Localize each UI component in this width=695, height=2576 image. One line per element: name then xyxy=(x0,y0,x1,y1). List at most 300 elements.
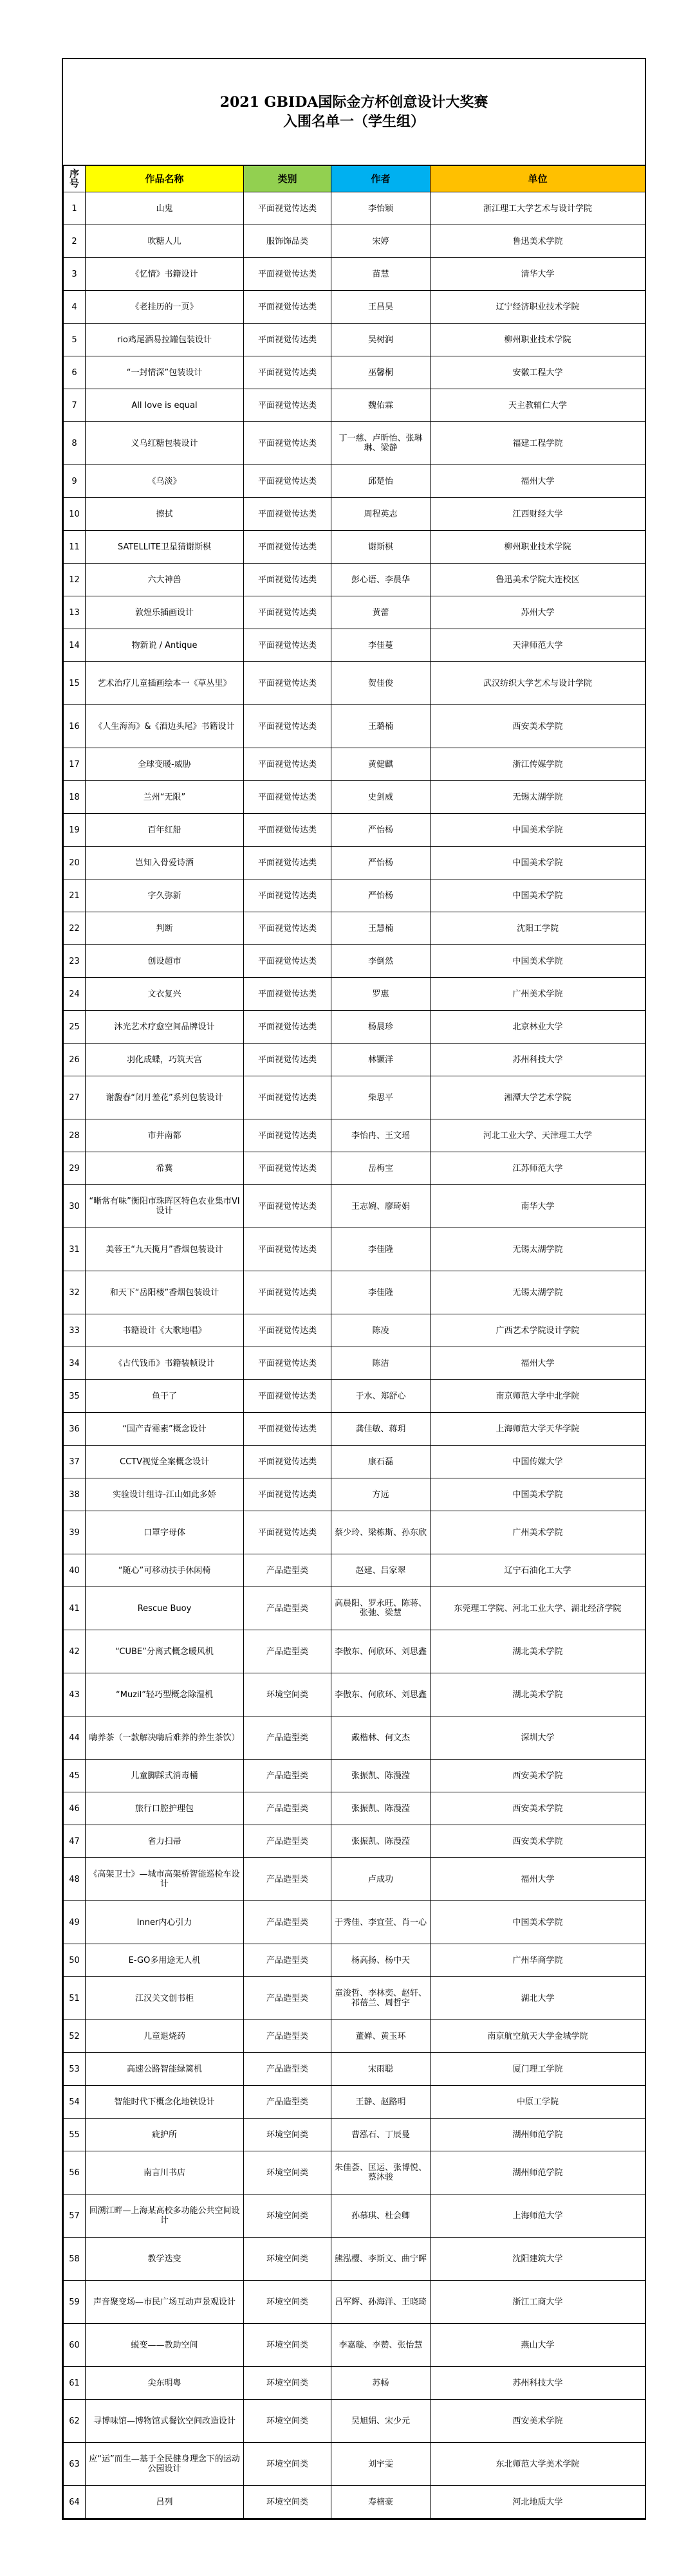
cell-author: 魏佑霖 xyxy=(331,389,431,422)
cell-number: 23 xyxy=(64,945,86,978)
table-row xyxy=(64,422,645,465)
cell-category: 平面视觉传达类 xyxy=(244,705,331,748)
table-row xyxy=(64,1760,645,1792)
cell-work-name: 蜕变——教助空间 xyxy=(86,2324,244,2367)
cell-work-name: 《高架卫士》—城市高架桥智能巡检车设计 xyxy=(86,1858,244,1901)
cell-author: 吴旭娟、宋少元 xyxy=(331,2400,431,2443)
table-row xyxy=(64,629,645,662)
cell-number: 52 xyxy=(64,2020,86,2053)
table-row xyxy=(64,1825,645,1858)
cell-work-name: 希冀 xyxy=(86,1152,244,1185)
cell-work-name: SATELLITE卫星猜谢斯棋 xyxy=(86,531,244,564)
cell-author: 李怡颖 xyxy=(331,192,431,225)
cell-work-name: 擦拭 xyxy=(86,498,244,531)
column-header-unit: 单位 xyxy=(431,166,645,192)
cell-number: 44 xyxy=(64,1716,86,1760)
table-row xyxy=(64,291,645,324)
cell-category: 产品造型类 xyxy=(244,1554,331,1587)
cell-work-name: “随心”可移动扶手休闲椅 xyxy=(86,1554,244,1587)
table-row xyxy=(64,225,645,258)
table-row xyxy=(64,465,645,498)
cell-unit: 深圳大学 xyxy=(431,1716,645,1760)
cell-unit: 南京航空航天大学金城学院 xyxy=(431,2020,645,2053)
cell-author: 宋雨聪 xyxy=(331,2053,431,2086)
cell-category: 平面视觉传达类 xyxy=(244,629,331,662)
cell-work-name: 吕列 xyxy=(86,2486,244,2519)
cell-number: 33 xyxy=(64,1314,86,1347)
cell-category: 产品造型类 xyxy=(244,1944,331,1977)
cell-number: 1 xyxy=(64,192,86,225)
cell-work-name: 鱼干了 xyxy=(86,1380,244,1413)
cell-unit: 中国美术学院 xyxy=(431,1478,645,1511)
cell-unit: 湖北美术学院 xyxy=(431,1673,645,1716)
table-row xyxy=(64,1228,645,1271)
cell-work-name: 口罩字母体 xyxy=(86,1511,244,1554)
cell-work-name: 《人生海海》&《酒边头尾》书籍设计 xyxy=(86,705,244,748)
table-row xyxy=(64,781,645,814)
cell-category: 平面视觉传达类 xyxy=(244,1314,331,1347)
cell-number: 60 xyxy=(64,2324,86,2367)
cell-category: 平面视觉传达类 xyxy=(244,291,331,324)
cell-author: 巫馨桐 xyxy=(331,356,431,389)
cell-author: 寿楠豪 xyxy=(331,2486,431,2519)
cell-author: 李嘉璇、李赞、张怡慧 xyxy=(331,2324,431,2367)
cell-category: 产品造型类 xyxy=(244,1716,331,1760)
cell-work-name: 岂知入骨爱诗酒 xyxy=(86,847,244,879)
cell-number: 5 xyxy=(64,324,86,356)
cell-category: 平面视觉传达类 xyxy=(244,1413,331,1446)
cell-author: 刘宇雯 xyxy=(331,2443,431,2486)
cell-author: 王璐楠 xyxy=(331,705,431,748)
cell-number: 34 xyxy=(64,1347,86,1380)
table-row xyxy=(64,1076,645,1119)
cell-work-name: 六大神兽 xyxy=(86,564,244,596)
cell-work-name: 寻博味馆—博物馆式餐饮空间改造设计 xyxy=(86,2400,244,2443)
cell-category: 平面视觉传达类 xyxy=(244,531,331,564)
cell-category: 平面视觉传达类 xyxy=(244,1271,331,1314)
cell-category: 环境空间类 xyxy=(244,2400,331,2443)
cell-category: 环境空间类 xyxy=(244,2443,331,2486)
cell-number: 10 xyxy=(64,498,86,531)
cell-work-name: 全球变暖-威胁 xyxy=(86,748,244,781)
cell-unit: 上海师范大学 xyxy=(431,2194,645,2238)
table-row xyxy=(64,1446,645,1478)
cell-number: 17 xyxy=(64,748,86,781)
cell-work-name: All love is equal xyxy=(86,389,244,422)
cell-category: 平面视觉传达类 xyxy=(244,1446,331,1478)
cell-work-name: 《乌淡》 xyxy=(86,465,244,498)
cell-unit: 沈阳建筑大学 xyxy=(431,2238,645,2281)
cell-unit: 广州美术学院 xyxy=(431,1511,645,1554)
cell-work-name: 兰州“无限” xyxy=(86,781,244,814)
table-row xyxy=(64,1858,645,1901)
cell-work-name: 教学迭变 xyxy=(86,2238,244,2281)
cell-number: 12 xyxy=(64,564,86,596)
cell-unit: 江西财经大学 xyxy=(431,498,645,531)
table-row xyxy=(64,1478,645,1511)
cell-work-name: 声音聚变场—市民广场互动声景观设计 xyxy=(86,2281,244,2324)
cell-unit: 河北地质大学 xyxy=(431,2486,645,2519)
cell-work-name: Inner内心引力 xyxy=(86,1901,244,1944)
cell-unit: 中国传媒大学 xyxy=(431,1446,645,1478)
cell-number: 4 xyxy=(64,291,86,324)
table-row xyxy=(64,1977,645,2020)
cell-category: 环境空间类 xyxy=(244,2486,331,2519)
cell-author: 柴思平 xyxy=(331,1076,431,1119)
cell-number: 43 xyxy=(64,1673,86,1716)
cell-category: 环境空间类 xyxy=(244,2238,331,2281)
cell-work-name: 江汉关文创书柜 xyxy=(86,1977,244,2020)
table-row xyxy=(64,1271,645,1314)
cell-unit: 天津师范大学 xyxy=(431,629,645,662)
cell-author: 李傲东、何欣环、刘思鑫 xyxy=(331,1673,431,1716)
cell-category: 产品造型类 xyxy=(244,1760,331,1792)
cell-author: 贺佳俊 xyxy=(331,662,431,705)
cell-number: 26 xyxy=(64,1044,86,1076)
cell-number: 61 xyxy=(64,2367,86,2400)
table-row xyxy=(64,596,645,629)
cell-number: 47 xyxy=(64,1825,86,1858)
cell-category: 环境空间类 xyxy=(244,2324,331,2367)
cell-category: 平面视觉传达类 xyxy=(244,945,331,978)
table-row xyxy=(64,258,645,291)
cell-work-name: E-GO多用途无人机 xyxy=(86,1944,244,1977)
cell-unit: 广西艺术学院设计学院 xyxy=(431,1314,645,1347)
cell-work-name: 儿童退烧药 xyxy=(86,2020,244,2053)
cell-work-name: “晰常有味”衡阳市珠晖区特色农业集市VI设计 xyxy=(86,1185,244,1228)
cell-unit: 福州大学 xyxy=(431,465,645,498)
cell-category: 平面视觉传达类 xyxy=(244,324,331,356)
table-row xyxy=(64,1152,645,1185)
cell-category: 环境空间类 xyxy=(244,2119,331,2151)
cell-work-name: 字久弥新 xyxy=(86,879,244,912)
cell-number: 2 xyxy=(64,225,86,258)
cell-category: 平面视觉传达类 xyxy=(244,1228,331,1271)
cell-author: 黄健麒 xyxy=(331,748,431,781)
cell-unit: 西安美术学院 xyxy=(431,705,645,748)
cell-author: 王慧楠 xyxy=(331,912,431,945)
table-row xyxy=(64,2053,645,2086)
cell-unit: 沈阳工学院 xyxy=(431,912,645,945)
cell-number: 27 xyxy=(64,1076,86,1119)
cell-work-name: 和天下“岳阳楼”香烟包装设计 xyxy=(86,1271,244,1314)
cell-category: 环境空间类 xyxy=(244,2194,331,2238)
cell-number: 32 xyxy=(64,1271,86,1314)
cell-author: 严怡杨 xyxy=(331,814,431,847)
cell-number: 41 xyxy=(64,1587,86,1630)
table-row xyxy=(64,1587,645,1630)
cell-unit: 上海师范大学天华学院 xyxy=(431,1413,645,1446)
cell-author: 史剑威 xyxy=(331,781,431,814)
cell-unit: 西安美术学院 xyxy=(431,1792,645,1825)
cell-category: 平面视觉传达类 xyxy=(244,422,331,465)
cell-category: 平面视觉传达类 xyxy=(244,356,331,389)
cell-work-name: 谢馥春“闭月羞花”系列包装设计 xyxy=(86,1076,244,1119)
cell-unit: 中原工学院 xyxy=(431,2086,645,2119)
cell-unit: 中国美术学院 xyxy=(431,879,645,912)
cell-work-name: 羽化成蝶，巧筑天宫 xyxy=(86,1044,244,1076)
table-row xyxy=(64,814,645,847)
cell-number: 3 xyxy=(64,258,86,291)
cell-work-name: 文衣复兴 xyxy=(86,978,244,1011)
cell-category: 产品造型类 xyxy=(244,1901,331,1944)
cell-work-name: 疵护所 xyxy=(86,2119,244,2151)
cell-author: 严怡杨 xyxy=(331,879,431,912)
table-header-row xyxy=(64,166,645,192)
table-row xyxy=(64,324,645,356)
cell-unit: 中国美术学院 xyxy=(431,945,645,978)
cell-category: 平面视觉传达类 xyxy=(244,978,331,1011)
cell-category: 平面视觉传达类 xyxy=(244,1076,331,1119)
table-row xyxy=(64,2086,645,2119)
cell-work-name: 旅行口腔护理包 xyxy=(86,1792,244,1825)
cell-unit: 清华大学 xyxy=(431,258,645,291)
cell-work-name: 沐光艺术疗愈空间品牌设计 xyxy=(86,1011,244,1044)
cell-number: 13 xyxy=(64,596,86,629)
cell-number: 36 xyxy=(64,1413,86,1446)
cell-number: 56 xyxy=(64,2151,86,2194)
cell-unit: 浙江理工大学艺术与设计学院 xyxy=(431,192,645,225)
table-row xyxy=(64,1511,645,1554)
cell-author: 赵建、吕家翠 xyxy=(331,1554,431,1587)
cell-work-name: 市井南都 xyxy=(86,1119,244,1152)
cell-work-name: 智能时代下概念化地铁设计 xyxy=(86,2086,244,2119)
cell-number: 57 xyxy=(64,2194,86,2238)
cell-category: 平面视觉传达类 xyxy=(244,879,331,912)
cell-number: 37 xyxy=(64,1446,86,1478)
cell-unit: 苏州大学 xyxy=(431,596,645,629)
title-block xyxy=(63,59,645,165)
cell-work-name: 嗨养茶（一款解决嗨后难养的养生茶饮） xyxy=(86,1716,244,1760)
cell-work-name: 义乌红糖包装设计 xyxy=(86,422,244,465)
cell-work-name: 实验设计组诗-江山如此多娇 xyxy=(86,1478,244,1511)
table-row xyxy=(64,2400,645,2443)
cell-author: 董婵、黄玉环 xyxy=(331,2020,431,2053)
cell-number: 11 xyxy=(64,531,86,564)
cell-work-name: 尖东明粤 xyxy=(86,2367,244,2400)
cell-category: 环境空间类 xyxy=(244,2281,331,2324)
cell-number: 39 xyxy=(64,1511,86,1554)
cell-work-name: 判断 xyxy=(86,912,244,945)
cell-number: 19 xyxy=(64,814,86,847)
column-header-author: 作者 xyxy=(331,166,431,192)
cell-number: 40 xyxy=(64,1554,86,1587)
table-row xyxy=(64,705,645,748)
cell-category: 平面视觉传达类 xyxy=(244,596,331,629)
cell-number: 42 xyxy=(64,1630,86,1673)
cell-number: 28 xyxy=(64,1119,86,1152)
cell-author: 卢成功 xyxy=(331,1858,431,1901)
cell-category: 产品造型类 xyxy=(244,1630,331,1673)
cell-number: 6 xyxy=(64,356,86,389)
cell-number: 64 xyxy=(64,2486,86,2519)
cell-category: 产品造型类 xyxy=(244,1858,331,1901)
cell-number: 59 xyxy=(64,2281,86,2324)
cell-category: 环境空间类 xyxy=(244,2151,331,2194)
table-row xyxy=(64,531,645,564)
table-row xyxy=(64,847,645,879)
cell-work-name: “Muzil”轻巧型概念除湿机 xyxy=(86,1673,244,1716)
cell-number: 50 xyxy=(64,1944,86,1977)
cell-number: 51 xyxy=(64,1977,86,2020)
cell-work-name: 书籍设计《大歌地唱》 xyxy=(86,1314,244,1347)
table-row xyxy=(64,2367,645,2400)
cell-unit: 无锡太湖学院 xyxy=(431,1271,645,1314)
cell-category: 环境空间类 xyxy=(244,1673,331,1716)
table-row xyxy=(64,2238,645,2281)
cell-number: 18 xyxy=(64,781,86,814)
cell-number: 54 xyxy=(64,2086,86,2119)
table-row xyxy=(64,498,645,531)
table-row xyxy=(64,945,645,978)
table-row xyxy=(64,1901,645,1944)
cell-author: 谢斯棋 xyxy=(331,531,431,564)
cell-author: 丁一慈、卢昕怡、张琳琳、梁静 xyxy=(331,422,431,465)
table-row xyxy=(64,1944,645,1977)
cell-unit: 辽宁经济职业技术学院 xyxy=(431,291,645,324)
cell-unit: 福州大学 xyxy=(431,1347,645,1380)
cell-category: 平面视觉传达类 xyxy=(244,847,331,879)
cell-work-name: 艺术治疗儿童插画绘本一《草丛里》 xyxy=(86,662,244,705)
cell-author: 于水、郑舒心 xyxy=(331,1380,431,1413)
cell-category: 平面视觉传达类 xyxy=(244,1152,331,1185)
cell-unit: 苏州科技大学 xyxy=(431,2367,645,2400)
cell-author: 吴树润 xyxy=(331,324,431,356)
cell-author: 李傲东、何欣环、刘思鑫 xyxy=(331,1630,431,1673)
cell-number: 16 xyxy=(64,705,86,748)
cell-category: 服饰饰品类 xyxy=(244,225,331,258)
table-row xyxy=(64,2324,645,2367)
cell-unit: 湖北美术学院 xyxy=(431,1630,645,1673)
cell-work-name: Rescue Buoy xyxy=(86,1587,244,1630)
cell-unit: 西安美术学院 xyxy=(431,2400,645,2443)
cell-number: 9 xyxy=(64,465,86,498)
cell-category: 产品造型类 xyxy=(244,2086,331,2119)
cell-number: 30 xyxy=(64,1185,86,1228)
cell-unit: 福建工程学院 xyxy=(431,422,645,465)
cell-unit: 福州大学 xyxy=(431,1858,645,1901)
cell-category: 平面视觉传达类 xyxy=(244,1511,331,1554)
cell-category: 平面视觉传达类 xyxy=(244,1380,331,1413)
cell-unit: 南京师范大学中北学院 xyxy=(431,1380,645,1413)
cell-author: 周程英志 xyxy=(331,498,431,531)
cell-number: 8 xyxy=(64,422,86,465)
cell-unit: 无锡太湖学院 xyxy=(431,1228,645,1271)
cell-work-name: 美蓉王“九天揽月”香烟包装设计 xyxy=(86,1228,244,1271)
cell-number: 55 xyxy=(64,2119,86,2151)
cell-unit: 安徽工程大学 xyxy=(431,356,645,389)
table-row xyxy=(64,2486,645,2519)
cell-work-name: 《忆情》书籍设计 xyxy=(86,258,244,291)
cell-work-name: CCTV视觉全案概念设计 xyxy=(86,1446,244,1478)
table-row xyxy=(64,1380,645,1413)
cell-unit: 湖北大学 xyxy=(431,1977,645,2020)
cell-category: 产品造型类 xyxy=(244,2053,331,2086)
cell-unit: 鲁迅美术学院大连校区 xyxy=(431,564,645,596)
table-row xyxy=(64,389,645,422)
cell-number: 29 xyxy=(64,1152,86,1185)
table-row xyxy=(64,2020,645,2053)
cell-author: 黄蕾 xyxy=(331,596,431,629)
cell-author: 戴楷林、何文杰 xyxy=(331,1716,431,1760)
cell-unit: 浙江传媒学院 xyxy=(431,748,645,781)
cell-author: 童浚哲、李林奕、赵轩、祁蓓兰、周哲宇 xyxy=(331,1977,431,2020)
cell-unit: 东莞理工学院、河北工业大学、湖北经济学院 xyxy=(431,1587,645,1630)
cell-author: 张振凯、陈漫滢 xyxy=(331,1792,431,1825)
cell-author: 李佳隆 xyxy=(331,1271,431,1314)
cell-unit: 厦门理工学院 xyxy=(431,2053,645,2086)
cell-author: 林镢洋 xyxy=(331,1044,431,1076)
selection-list-sheet xyxy=(62,58,646,2520)
cell-unit: 天主教辅仁大学 xyxy=(431,389,645,422)
cell-number: 31 xyxy=(64,1228,86,1271)
cell-work-name: 创设超市 xyxy=(86,945,244,978)
table-row xyxy=(64,1554,645,1587)
cell-number: 48 xyxy=(64,1858,86,1901)
cell-author: 孙慕琪、杜会卿 xyxy=(331,2194,431,2238)
table-row xyxy=(64,978,645,1011)
cell-unit: 广州华商学院 xyxy=(431,1944,645,1977)
cell-unit: 柳州职业技术学院 xyxy=(431,324,645,356)
table-row xyxy=(64,564,645,596)
finalist-table xyxy=(63,165,645,2519)
cell-unit: 辽宁石油化工大学 xyxy=(431,1554,645,1587)
cell-author: 龚佳敏、蒋玥 xyxy=(331,1413,431,1446)
table-row xyxy=(64,912,645,945)
cell-work-name: “CUBE”分离式概念暖风机 xyxy=(86,1630,244,1673)
cell-unit: 中国美术学院 xyxy=(431,814,645,847)
cell-work-name: 儿童脚踩式消毒桶 xyxy=(86,1760,244,1792)
table-row xyxy=(64,1413,645,1446)
cell-category: 平面视觉传达类 xyxy=(244,1011,331,1044)
cell-unit: 西安美术学院 xyxy=(431,1760,645,1792)
cell-author: 于秀佳、李宜萱、肖一心 xyxy=(331,1901,431,1944)
cell-unit: 南华大学 xyxy=(431,1185,645,1228)
cell-author: 张振凯、陈漫滢 xyxy=(331,1825,431,1858)
cell-work-name: 《古代钱币》书籍装帧设计 xyxy=(86,1347,244,1380)
cell-category: 平面视觉传达类 xyxy=(244,814,331,847)
cell-number: 62 xyxy=(64,2400,86,2443)
table-row xyxy=(64,2119,645,2151)
cell-category: 平面视觉传达类 xyxy=(244,1478,331,1511)
table-row xyxy=(64,1792,645,1825)
table-row xyxy=(64,1119,645,1152)
cell-number: 15 xyxy=(64,662,86,705)
cell-category: 产品造型类 xyxy=(244,1792,331,1825)
table-row xyxy=(64,1185,645,1228)
cell-category: 产品造型类 xyxy=(244,1977,331,2020)
column-header-work-name: 作品名称 xyxy=(86,166,244,192)
cell-number: 46 xyxy=(64,1792,86,1825)
cell-unit: 西安美术学院 xyxy=(431,1825,645,1858)
cell-unit: 北京林业大学 xyxy=(431,1011,645,1044)
cell-category: 平面视觉传达类 xyxy=(244,258,331,291)
cell-unit: 中国美术学院 xyxy=(431,1901,645,1944)
cell-work-name: 百年红船 xyxy=(86,814,244,847)
cell-author: 熊泓樱、李斯文、曲宁晖 xyxy=(331,2238,431,2281)
table-row xyxy=(64,1044,645,1076)
cell-author: 王志婉、廖琦娟 xyxy=(331,1185,431,1228)
cell-category: 平面视觉传达类 xyxy=(244,564,331,596)
cell-number: 45 xyxy=(64,1760,86,1792)
table-row xyxy=(64,1314,645,1347)
table-row xyxy=(64,356,645,389)
cell-unit: 浙江工商大学 xyxy=(431,2281,645,2324)
cell-unit: 河北工业大学、天津理工大学 xyxy=(431,1119,645,1152)
cell-unit: 湖州师范学院 xyxy=(431,2151,645,2194)
cell-number: 53 xyxy=(64,2053,86,2086)
cell-number: 20 xyxy=(64,847,86,879)
